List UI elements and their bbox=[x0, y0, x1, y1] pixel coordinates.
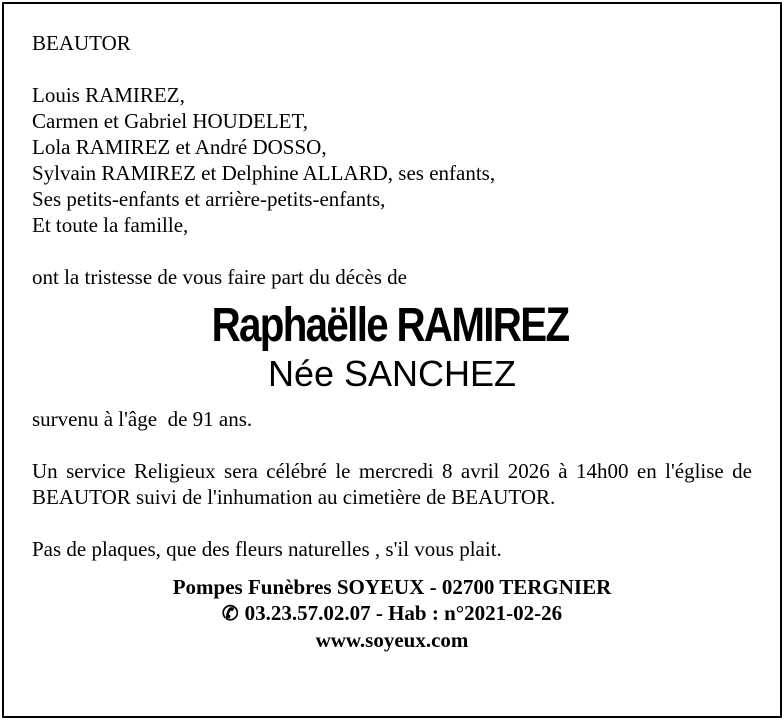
age-line: survenu à l'âge de 91 ans. bbox=[32, 407, 253, 431]
family-member: Lola RAMIREZ et André DOSSO, bbox=[32, 135, 327, 159]
maiden-name: Née SANCHEZ bbox=[267, 353, 517, 394]
family-member: Louis RAMIREZ, bbox=[32, 83, 185, 107]
family-member: Et toute la famille, bbox=[32, 213, 189, 237]
family-member: Sylvain RAMIREZ et Delphine ALLARD, ses enfants, bbox=[32, 161, 496, 185]
service-text: Un service Religieux sera célébré le mercredi 8 avril 2026 à 14h00 en l'église de BEAUTOR suivi de l'inhumation au cimetière de BEAUTOR. bbox=[32, 459, 752, 509]
phone-line-wrap bbox=[32, 600, 752, 627]
family-member: Carmen et Gabriel HOUDELET, bbox=[32, 109, 309, 133]
deceased-name: Raphaëlle RAMIREZ bbox=[211, 299, 569, 352]
flowers-text: Pas de plaques, que des fleurs naturelles , s'il vous plait. bbox=[32, 537, 502, 561]
phone-line: 03.23.57.02.07 - Hab : n°2021-02-26 bbox=[244, 601, 563, 625]
obituary-notice bbox=[32, 30, 752, 653]
announcement: ont la tristesse de vous faire part du décès de bbox=[32, 265, 407, 289]
family-list bbox=[32, 82, 752, 238]
website: www.soyeux.com bbox=[315, 628, 469, 652]
family-member: Ses petits-enfants et arrière-petits-enfants, bbox=[32, 187, 386, 211]
company-name: Pompes Funèbres SOYEUX - 02700 TERGNIER bbox=[172, 575, 612, 599]
phone-icon: ✆ bbox=[221, 603, 239, 625]
town: BEAUTOR bbox=[32, 31, 131, 55]
funeral-home-footer bbox=[32, 574, 752, 653]
